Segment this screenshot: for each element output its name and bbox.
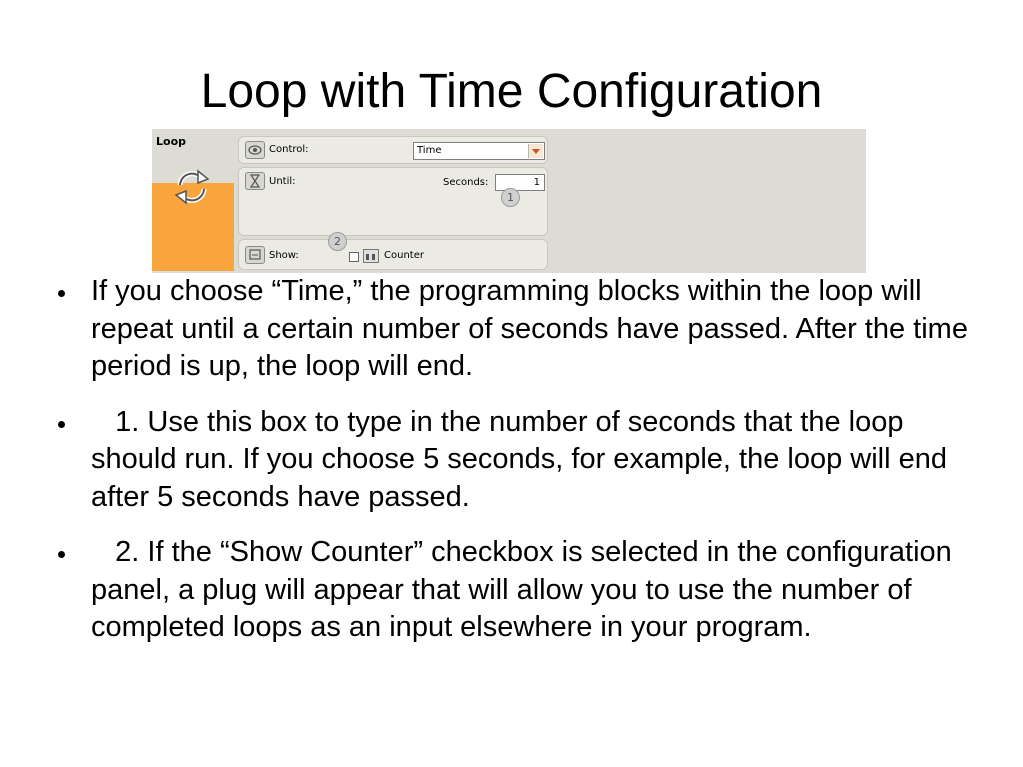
hourglass-icon xyxy=(245,172,265,190)
bullet-list xyxy=(52,273,982,665)
callout-badge-2: 2 xyxy=(328,232,347,251)
bullet-text: 2. If the “Show Counter” checkbox is selected in the configuration panel, a plug will appear that will allow you to use the number of completed loops as an input elsewhere in your program. xyxy=(91,536,960,643)
counter-icon xyxy=(363,249,379,263)
bullet-dot xyxy=(58,551,65,558)
display-icon xyxy=(245,246,265,264)
dropdown-arrow-icon[interactable] xyxy=(528,144,543,158)
bullet-text: 1. Use this box to type in the number of seconds that the loop should run. If you choose 5 seconds, for example, the loop will end after 5 seconds have passed. xyxy=(91,405,956,513)
seconds-label: Seconds: xyxy=(443,177,489,188)
control-row xyxy=(238,136,548,164)
control-select[interactable] xyxy=(413,142,545,160)
seconds-value: 1 xyxy=(533,177,540,188)
eye-icon xyxy=(245,141,265,159)
counter-label: Counter xyxy=(384,250,424,261)
until-label: Until: xyxy=(269,176,296,187)
bullet-item xyxy=(52,273,982,386)
callout-badge-1: 1 xyxy=(501,188,520,207)
slide-title: Loop with Time Configuration xyxy=(200,65,823,118)
control-select-value: Time xyxy=(417,145,442,156)
show-label: Show: xyxy=(269,250,299,261)
show-row xyxy=(238,235,548,270)
loop-arrows-icon xyxy=(170,165,214,209)
seconds-input[interactable] xyxy=(495,174,545,191)
bullet-text: If you choose “Time,” the programming blocks within the loop will repeat until a certain number of seconds have passed. After the time period is up, the loop will end. xyxy=(91,275,977,382)
loop-config-panel xyxy=(152,129,866,273)
show-counter-checkbox[interactable] xyxy=(349,252,359,262)
bullet-item xyxy=(52,404,982,517)
bullet-item xyxy=(52,534,982,647)
until-row xyxy=(238,167,548,236)
bullet-dot xyxy=(58,290,65,297)
bullet-dot xyxy=(58,421,65,428)
panel-label: Loop xyxy=(156,135,186,148)
control-label: Control: xyxy=(269,144,309,155)
